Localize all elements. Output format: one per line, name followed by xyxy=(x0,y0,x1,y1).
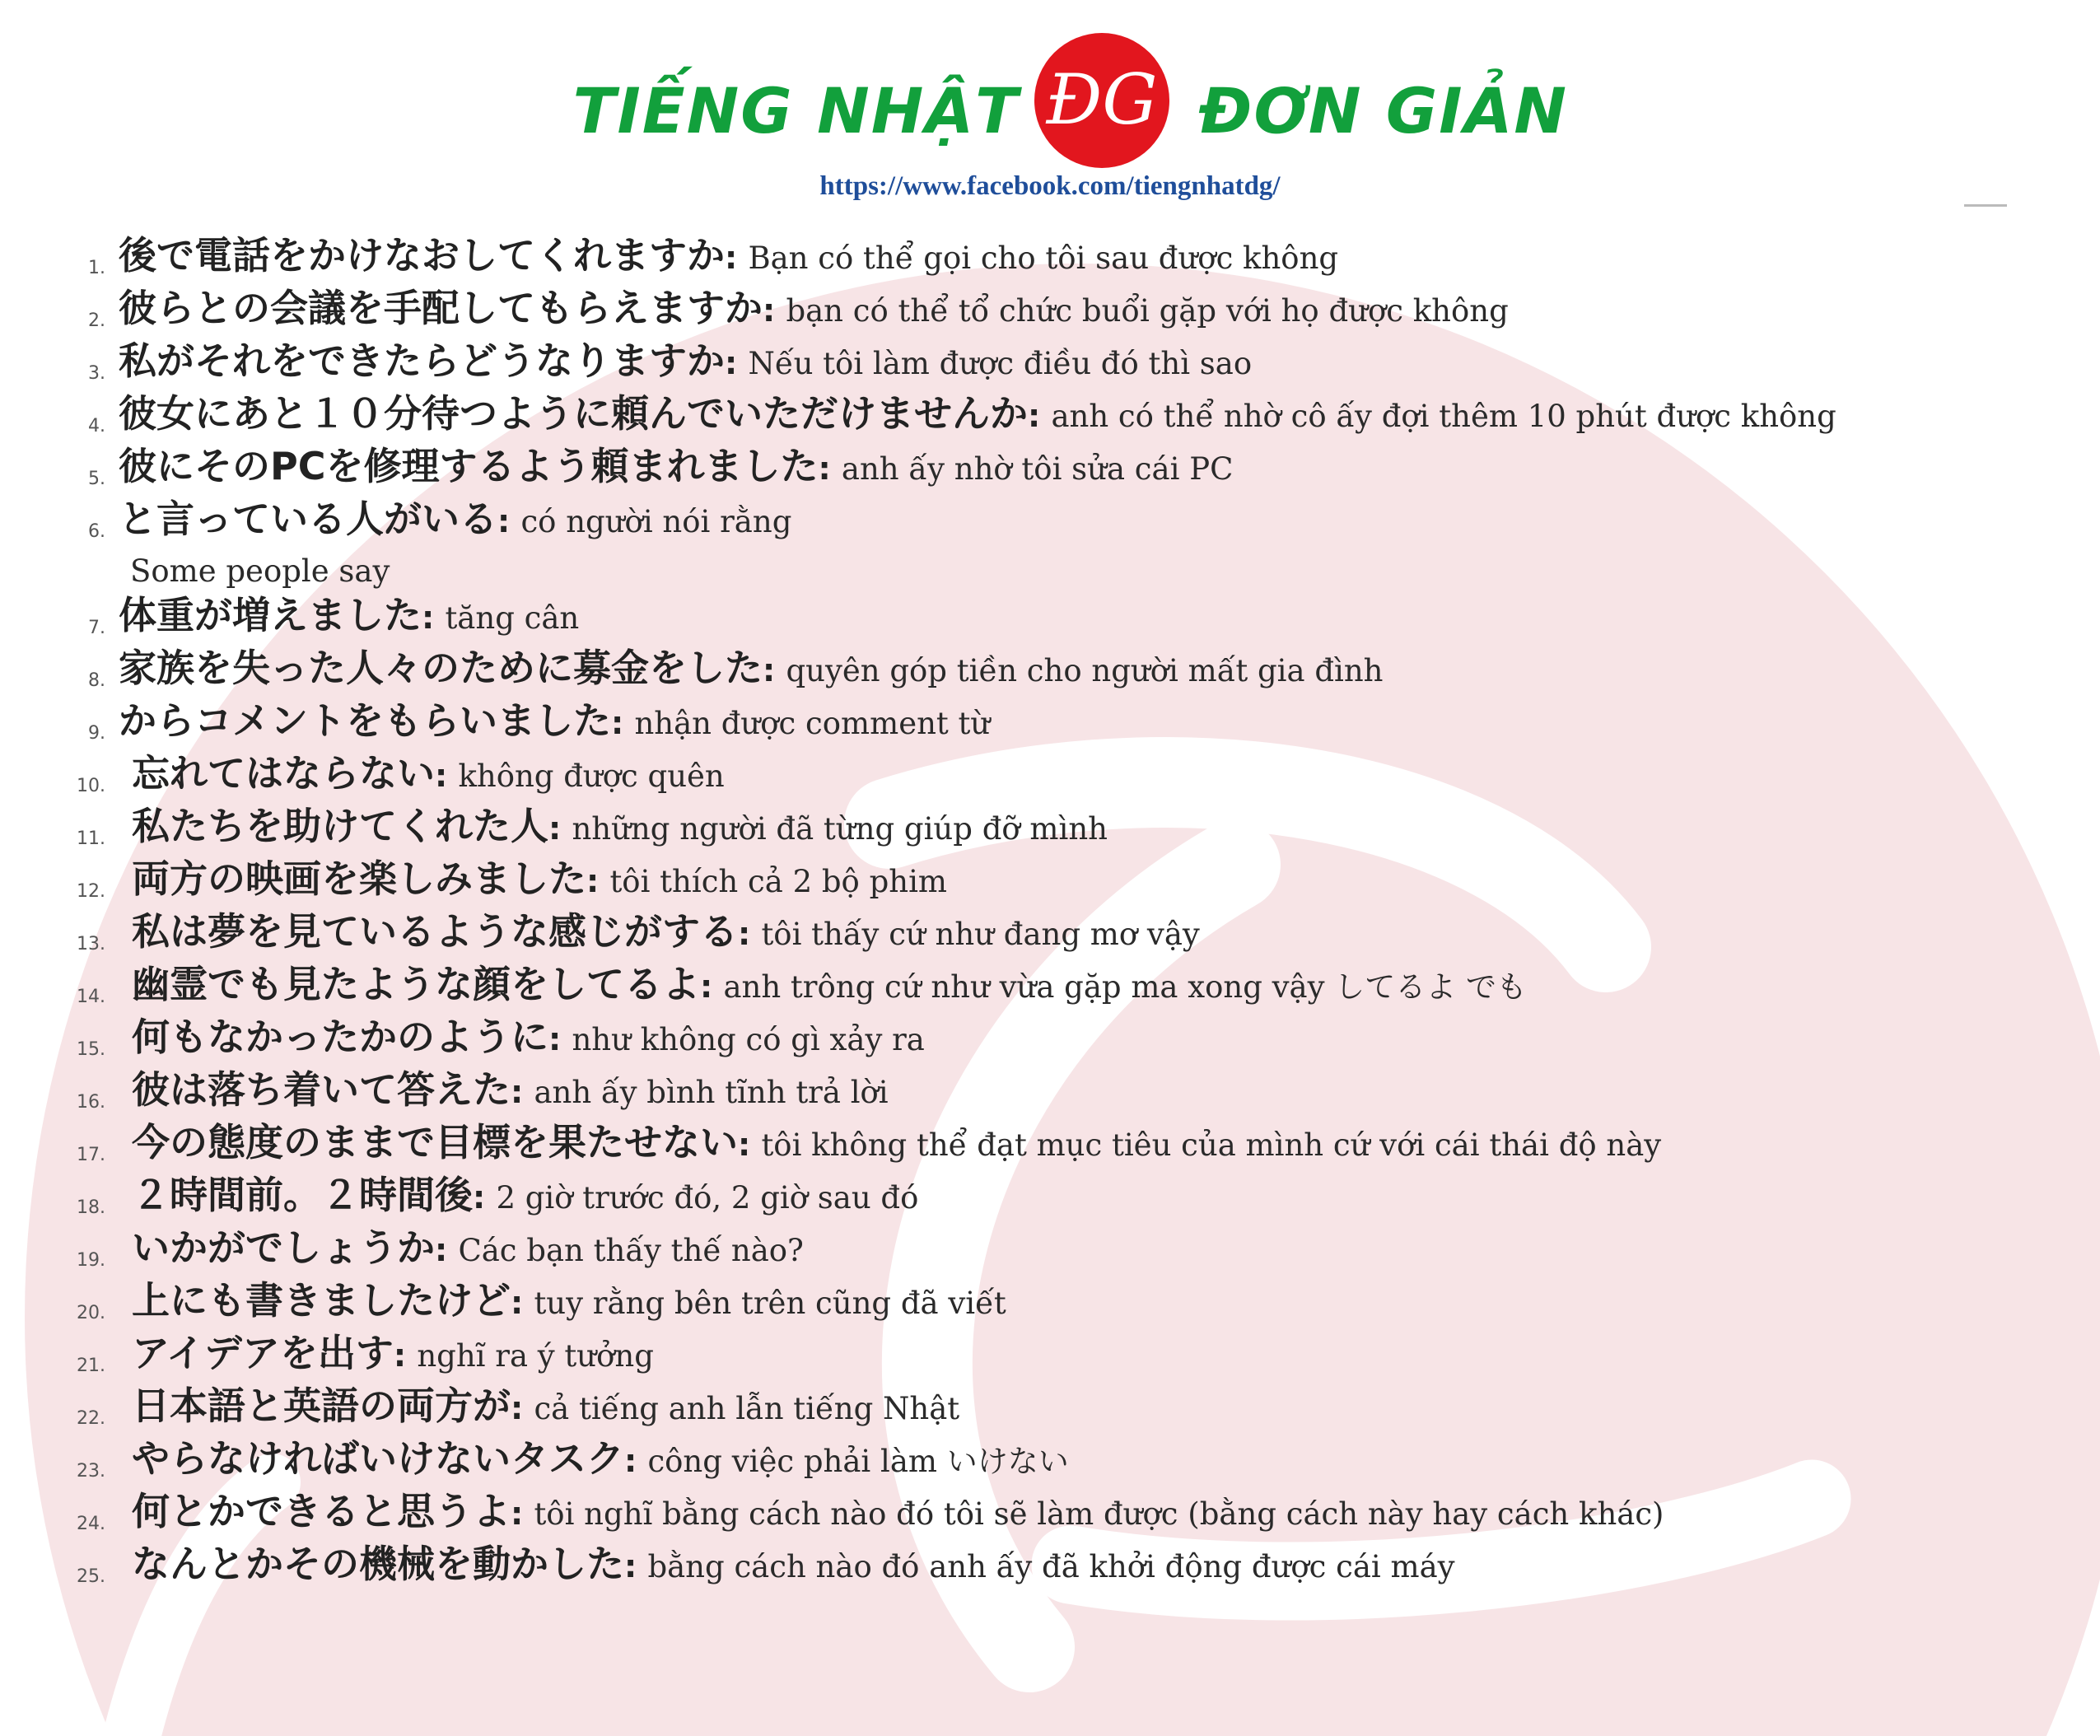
separator-colon: : xyxy=(700,968,724,1005)
japanese-phrase: 体重が増えました xyxy=(119,593,422,637)
separator-colon: : xyxy=(511,1074,534,1110)
header xyxy=(0,25,2100,214)
item-text xyxy=(119,278,1509,333)
separator-colon: : xyxy=(435,758,459,794)
item-text xyxy=(132,1165,918,1220)
separator-colon: : xyxy=(511,1390,534,1426)
japanese-phrase: 今の態度のままで目標を果たせない xyxy=(132,1120,738,1164)
vietnamese-meaning: quyên góp tiền cho người mất gia đình xyxy=(786,653,1384,688)
vietnamese-meaning: tôi không thể đạt mục tiêu của mình cứ với cái thái độ này xyxy=(761,1127,1662,1163)
separator-colon: : xyxy=(497,503,521,539)
separator-colon: : xyxy=(738,1127,762,1163)
vietnamese-meaning: Nếu tôi làm được điều đó thì sao xyxy=(748,346,1253,381)
vietnamese-meaning: tôi thấy cứ như đang mơ vậy xyxy=(761,917,1200,952)
separator-colon: : xyxy=(422,600,446,636)
phrase-list xyxy=(0,234,2100,1595)
item-number: 14. xyxy=(77,987,105,1007)
separator-colon: : xyxy=(738,916,762,952)
vietnamese-meaning: anh ấy nhờ tôi sửa cái PC xyxy=(841,451,1234,487)
japanese-phrase: 私たちを助けてくれた人 xyxy=(132,804,548,848)
vietnamese-meaning: cả tiếng anh lẫn tiếng Nhật xyxy=(534,1391,960,1426)
divider-dash xyxy=(1964,204,2007,207)
item-number: 7. xyxy=(88,618,105,638)
japanese-phrase: 何もなかったかのように xyxy=(132,1015,548,1059)
vietnamese-meaning: bằng cách nào đó anh ấy đã khởi động được cái máy xyxy=(647,1549,1455,1584)
vietnamese-meaning: tôi nghĩ bằng cách nào đó tôi sẽ làm được (bằng cách này hay cách khác) xyxy=(534,1496,1664,1532)
japanese-phrase: 彼にそのPCを修理するよう頼まれました xyxy=(119,444,819,488)
english-note: Some people say xyxy=(130,553,390,589)
japanese-phrase: なんとかその機械を動かした xyxy=(132,1542,624,1586)
item-text xyxy=(132,796,1108,851)
logo-text: ĐG xyxy=(1046,59,1158,140)
japanese-phrase: 両方の映画を楽しみました xyxy=(132,856,586,901)
vietnamese-meaning: anh có thể nhờ cô ấy đợi thêm 10 phút được không xyxy=(1051,399,1836,434)
separator-colon: : xyxy=(473,1179,497,1216)
japanese-phrase: 私がそれをできたらどうなりますか xyxy=(119,338,725,383)
item-text xyxy=(132,1271,1006,1325)
item-text xyxy=(119,384,1836,438)
item-number: 21. xyxy=(77,1356,105,1376)
separator-colon: : xyxy=(435,1232,459,1268)
item-text xyxy=(119,226,1338,280)
item-text xyxy=(119,489,791,544)
item-number: 10. xyxy=(77,776,105,796)
separator-colon: : xyxy=(548,1021,572,1057)
item-text xyxy=(119,691,990,745)
japanese-phrase: 彼女にあと１０分待つように頼んでいただけませんか xyxy=(119,391,1028,436)
separator-colon: : xyxy=(1028,398,1052,434)
japanese-phrase: いかがでしょうか xyxy=(132,1225,435,1270)
vietnamese-meaning: Bạn có thể gọi cho tôi sau được không xyxy=(748,240,1339,276)
item-number: 6. xyxy=(88,521,105,542)
item-number: 19. xyxy=(77,1250,105,1271)
dg-logo-icon xyxy=(1033,31,1171,170)
item-text xyxy=(132,1534,1455,1589)
item-number: 4. xyxy=(88,416,105,436)
item-text xyxy=(132,849,947,903)
separator-colon: : xyxy=(624,1548,648,1584)
vietnamese-meaning: 2 giờ trước đó, 2 giờ sau đó xyxy=(496,1180,919,1216)
japanese-phrase: 彼らとの会議を手配してもらえますか xyxy=(119,286,763,330)
vietnamese-meaning: nghĩ ra ý tưởng xyxy=(417,1338,654,1374)
vietnamese-meaning: tăng cân xyxy=(445,600,580,636)
japanese-phrase: 上にも書きましたけど xyxy=(132,1278,511,1323)
item-text xyxy=(132,1482,1664,1536)
separator-colon: : xyxy=(548,810,572,847)
item-text xyxy=(132,744,725,798)
item-number: 24. xyxy=(77,1514,105,1534)
item-text xyxy=(132,1323,654,1378)
vietnamese-meaning: không được quên xyxy=(458,758,725,794)
separator-colon: : xyxy=(624,1443,648,1479)
item-number: 23. xyxy=(77,1461,105,1482)
vietnamese-meaning: công việc phải làm いけない xyxy=(647,1444,1069,1479)
item-number: 3. xyxy=(88,363,105,384)
item-text xyxy=(132,1429,1069,1483)
japanese-phrase: 何とかできると思うよ xyxy=(132,1489,511,1533)
separator-colon: : xyxy=(725,345,749,381)
vietnamese-meaning: những người đã từng giúp đỡ mình xyxy=(572,811,1108,847)
list-item xyxy=(0,497,2100,550)
vietnamese-meaning: bạn có thể tổ chức buổi gặp với họ được không xyxy=(786,293,1509,329)
item-number: 9. xyxy=(88,723,105,744)
vietnamese-meaning: tôi thích cả 2 bộ phim xyxy=(609,864,948,899)
japanese-phrase: ２時間前。２時間後 xyxy=(132,1173,473,1217)
item-text xyxy=(132,1060,889,1114)
separator-colon: : xyxy=(586,863,610,899)
separator-colon: : xyxy=(763,652,786,688)
item-number: 2. xyxy=(88,310,105,331)
item-number: 1. xyxy=(88,258,105,278)
item-text xyxy=(132,1376,959,1430)
vietnamese-meaning: anh ấy bình tĩnh trả lời xyxy=(534,1075,889,1110)
item-number: 8. xyxy=(88,670,105,691)
separator-colon: : xyxy=(611,705,635,741)
item-text xyxy=(119,436,1233,491)
item-number: 11. xyxy=(77,828,105,849)
japanese-phrase: 彼は落ち着いて答えた xyxy=(132,1067,511,1112)
item-number: 20. xyxy=(77,1303,105,1323)
item-number: 15. xyxy=(77,1039,105,1060)
separator-colon: : xyxy=(763,292,786,329)
item-text xyxy=(132,1218,804,1272)
vietnamese-meaning: Các bạn thấy thế nào? xyxy=(458,1233,804,1268)
item-text xyxy=(119,586,579,640)
item-number: 13. xyxy=(77,934,105,954)
facebook-link[interactable]: https://www.facebook.com/tiengnhatdg/ xyxy=(819,171,1281,201)
item-text xyxy=(132,902,1200,956)
japanese-phrase: 家族を失った人々のために募金をした xyxy=(119,646,763,690)
vietnamese-meaning: tuy rằng bên trên cũng đã viết xyxy=(534,1286,1006,1321)
japanese-phrase: からコメントをもらいました xyxy=(119,698,611,743)
list-item xyxy=(0,1542,2100,1595)
vietnamese-meaning: nhận được comment từ xyxy=(634,706,991,741)
item-number: 12. xyxy=(77,881,105,902)
item-number: 22. xyxy=(77,1408,105,1429)
item-text xyxy=(132,954,1527,1009)
japanese-phrase: やらなければいけないタスク xyxy=(132,1436,624,1481)
item-number: 25. xyxy=(77,1566,105,1587)
item-number: 5. xyxy=(88,469,105,489)
brand-name-right: ĐƠN GIẢN xyxy=(1199,74,1568,147)
japanese-phrase: 忘れてはならない xyxy=(132,751,435,796)
item-number: 18. xyxy=(77,1197,105,1218)
separator-colon: : xyxy=(511,1496,534,1532)
japanese-phrase: と言っている人がいる xyxy=(119,497,497,541)
japanese-phrase: 私は夢を見ているような感じがする xyxy=(132,909,738,954)
separator-colon: : xyxy=(511,1285,534,1321)
item-text xyxy=(132,1113,1661,1167)
japanese-phrase: 日本語と英語の両方が xyxy=(132,1384,511,1428)
japanese-phrase: アイデアを出す xyxy=(132,1331,394,1375)
item-text xyxy=(119,638,1384,693)
separator-colon: : xyxy=(725,240,749,276)
item-number: 16. xyxy=(77,1092,105,1113)
vietnamese-meaning: như không có gì xảy ra xyxy=(572,1022,925,1057)
vietnamese-meaning: anh trông cứ như vừa gặp ma xong vậy してるよ でも xyxy=(723,969,1528,1005)
item-text xyxy=(119,331,1252,385)
separator-colon: : xyxy=(393,1337,418,1374)
japanese-phrase: 後で電話をかけなおしてくれますか xyxy=(119,233,725,278)
item-number: 17. xyxy=(77,1145,105,1165)
brand-name-left: TIẾNG NHẬT xyxy=(572,74,1020,147)
item-text xyxy=(132,1007,925,1062)
vietnamese-meaning: có người nói rằng xyxy=(520,504,792,539)
separator-colon: : xyxy=(818,450,842,487)
japanese-phrase: 幽霊でも見たような顔をしてるよ xyxy=(132,962,700,1006)
